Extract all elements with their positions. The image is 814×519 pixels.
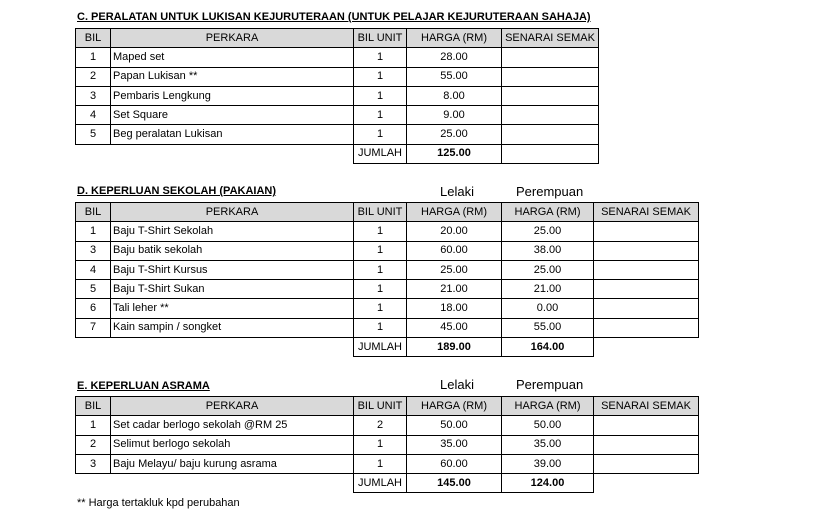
row-harga: 9.00 xyxy=(407,106,502,125)
section-e-table xyxy=(75,396,699,493)
row-bil: 1 xyxy=(76,416,111,435)
row-perkara: Beg peralatan Lukisan xyxy=(111,125,354,144)
row-unit: 1 xyxy=(354,260,407,279)
header-harga-lelaki: HARGA (RM) xyxy=(407,397,502,416)
row-unit: 1 xyxy=(354,318,407,337)
checklist-cell[interactable] xyxy=(594,454,699,473)
row-harga-perempuan: 25.00 xyxy=(502,260,594,279)
table-row xyxy=(76,454,699,473)
row-harga-lelaki: 50.00 xyxy=(407,416,502,435)
table-row xyxy=(76,260,699,279)
row-unit: 1 xyxy=(354,435,407,454)
header-senarai-semak: SENARAI SEMAK xyxy=(594,397,699,416)
checklist-cell[interactable] xyxy=(502,106,599,125)
row-harga-lelaki: 60.00 xyxy=(407,454,502,473)
checklist-cell[interactable] xyxy=(594,318,699,337)
row-harga-lelaki: 21.00 xyxy=(407,280,502,299)
header-harga-perempuan: HARGA (RM) xyxy=(502,397,594,416)
row-perkara: Set cadar berlogo sekolah @RM 25 xyxy=(111,416,354,435)
row-bil: 3 xyxy=(76,241,111,260)
row-unit: 1 xyxy=(354,106,407,125)
row-bil: 3 xyxy=(76,454,111,473)
table-row xyxy=(76,106,599,125)
table-row xyxy=(76,125,599,144)
row-perkara: Papan Lukisan ** xyxy=(111,67,354,86)
row-unit: 1 xyxy=(354,48,407,67)
row-harga-perempuan: 35.00 xyxy=(502,435,594,454)
checklist-cell[interactable] xyxy=(594,241,699,260)
row-perkara: Baju T-Shirt Sekolah xyxy=(111,222,354,241)
header-bil: BIL xyxy=(76,29,111,48)
row-bil: 1 xyxy=(76,222,111,241)
row-perkara: Maped set xyxy=(111,48,354,67)
checklist-cell[interactable] xyxy=(594,260,699,279)
section-c-title: C. PERALATAN UNTUK LUKISAN KEJURUTERAAN (UNTUK PELAJAR KEJURUTERAAN SAHAJA) xyxy=(77,11,591,23)
row-bil: 4 xyxy=(76,106,111,125)
row-perkara: Baju batik sekolah xyxy=(111,241,354,260)
table-row xyxy=(76,67,599,86)
section-e-title: E. KEPERLUAN ASRAMA xyxy=(77,380,210,392)
header-harga-perempuan: HARGA (RM) xyxy=(502,203,594,222)
header-senarai-semak: SENARAI SEMAK xyxy=(502,29,599,48)
row-harga-perempuan: 0.00 xyxy=(502,299,594,318)
header-perkara: PERKARA xyxy=(111,397,354,416)
table-row xyxy=(76,435,699,454)
table-row xyxy=(76,86,599,105)
row-perkara: Set Square xyxy=(111,106,354,125)
row-harga-lelaki: 18.00 xyxy=(407,299,502,318)
row-harga: 28.00 xyxy=(407,48,502,67)
row-bil: 2 xyxy=(76,435,111,454)
row-perkara: Baju Melayu/ baju kurung asrama xyxy=(111,454,354,473)
row-harga-perempuan: 21.00 xyxy=(502,280,594,299)
checklist-cell[interactable] xyxy=(502,86,599,105)
total-label: JUMLAH xyxy=(354,144,407,163)
total-row xyxy=(76,338,699,357)
table-row xyxy=(76,299,699,318)
table-row xyxy=(76,416,699,435)
header-perkara: PERKARA xyxy=(111,203,354,222)
table-row xyxy=(76,222,699,241)
row-bil: 5 xyxy=(76,280,111,299)
row-harga-perempuan: 39.00 xyxy=(502,454,594,473)
table-row xyxy=(76,48,599,67)
row-harga: 55.00 xyxy=(407,67,502,86)
checklist-cell[interactable] xyxy=(594,299,699,318)
row-unit: 1 xyxy=(354,86,407,105)
header-bil-unit: BIL UNIT xyxy=(354,397,407,416)
label-perempuan: Perempuan xyxy=(516,377,584,392)
total-lelaki: 145.00 xyxy=(407,474,502,493)
checklist-cell[interactable] xyxy=(594,222,699,241)
row-unit: 1 xyxy=(354,454,407,473)
row-bil: 3 xyxy=(76,86,111,105)
checklist-cell[interactable] xyxy=(502,67,599,86)
header-bil-unit: BIL UNIT xyxy=(354,29,407,48)
header-perkara: PERKARA xyxy=(111,29,354,48)
total-perempuan: 164.00 xyxy=(502,338,594,357)
checklist-cell[interactable] xyxy=(502,125,599,144)
checklist-cell[interactable] xyxy=(594,416,699,435)
row-harga-lelaki: 25.00 xyxy=(407,260,502,279)
header-senarai-semak: SENARAI SEMAK xyxy=(594,203,699,222)
row-harga: 8.00 xyxy=(407,86,502,105)
total-lelaki: 189.00 xyxy=(407,338,502,357)
header-harga-lelaki: HARGA (RM) xyxy=(407,203,502,222)
label-lelaki: Lelaki xyxy=(440,184,474,199)
label-lelaki: Lelaki xyxy=(440,377,474,392)
table-header-row xyxy=(76,397,699,416)
row-unit: 1 xyxy=(354,280,407,299)
header-harga: HARGA (RM) xyxy=(407,29,502,48)
row-perkara: Baju T-Shirt Kursus xyxy=(111,260,354,279)
row-unit: 1 xyxy=(354,67,407,86)
table-row xyxy=(76,318,699,337)
row-perkara: Pembaris Lengkung xyxy=(111,86,354,105)
label-perempuan: Perempuan xyxy=(516,184,584,199)
total-row xyxy=(76,144,599,163)
table-row xyxy=(76,280,699,299)
row-harga-perempuan: 25.00 xyxy=(502,222,594,241)
row-harga-lelaki: 20.00 xyxy=(407,222,502,241)
row-bil: 6 xyxy=(76,299,111,318)
row-unit: 1 xyxy=(354,125,407,144)
header-bil: BIL xyxy=(76,203,111,222)
header-bil-unit: BIL UNIT xyxy=(354,203,407,222)
checklist-cell[interactable] xyxy=(594,435,699,454)
row-harga: 25.00 xyxy=(407,125,502,144)
header-bil: BIL xyxy=(76,397,111,416)
table-header-row xyxy=(76,29,599,48)
section-c-table xyxy=(75,28,599,164)
row-perkara: Selimut berlogo sekolah xyxy=(111,435,354,454)
total-perempuan: 124.00 xyxy=(502,474,594,493)
row-harga-lelaki: 60.00 xyxy=(407,241,502,260)
total-row xyxy=(76,474,699,493)
section-d-table xyxy=(75,202,699,357)
row-harga-lelaki: 45.00 xyxy=(407,318,502,337)
row-perkara: Kain sampin / songket xyxy=(111,318,354,337)
checklist-cell[interactable] xyxy=(594,280,699,299)
checklist-cell[interactable] xyxy=(502,48,599,67)
row-bil: 2 xyxy=(76,67,111,86)
row-unit: 1 xyxy=(354,222,407,241)
table-row xyxy=(76,241,699,260)
row-unit: 1 xyxy=(354,241,407,260)
row-harga-perempuan: 55.00 xyxy=(502,318,594,337)
total-label: JUMLAH xyxy=(354,474,407,493)
total-value: 125.00 xyxy=(407,144,502,163)
row-bil: 5 xyxy=(76,125,111,144)
row-bil: 1 xyxy=(76,48,111,67)
row-unit: 2 xyxy=(354,416,407,435)
row-perkara: Baju T-Shirt Sukan xyxy=(111,280,354,299)
total-checklist-cell xyxy=(502,144,599,163)
section-d-title: D. KEPERLUAN SEKOLAH (PAKAIAN) xyxy=(77,185,277,197)
row-bil: 4 xyxy=(76,260,111,279)
row-harga-perempuan: 50.00 xyxy=(502,416,594,435)
total-label: JUMLAH xyxy=(354,338,407,357)
row-harga-lelaki: 35.00 xyxy=(407,435,502,454)
row-harga-perempuan: 38.00 xyxy=(502,241,594,260)
row-perkara: Tali leher ** xyxy=(111,299,354,318)
row-bil: 7 xyxy=(76,318,111,337)
row-unit: 1 xyxy=(354,299,407,318)
table-header-row xyxy=(76,203,699,222)
footnote: ** Harga tertakluk kpd perubahan xyxy=(77,497,240,509)
